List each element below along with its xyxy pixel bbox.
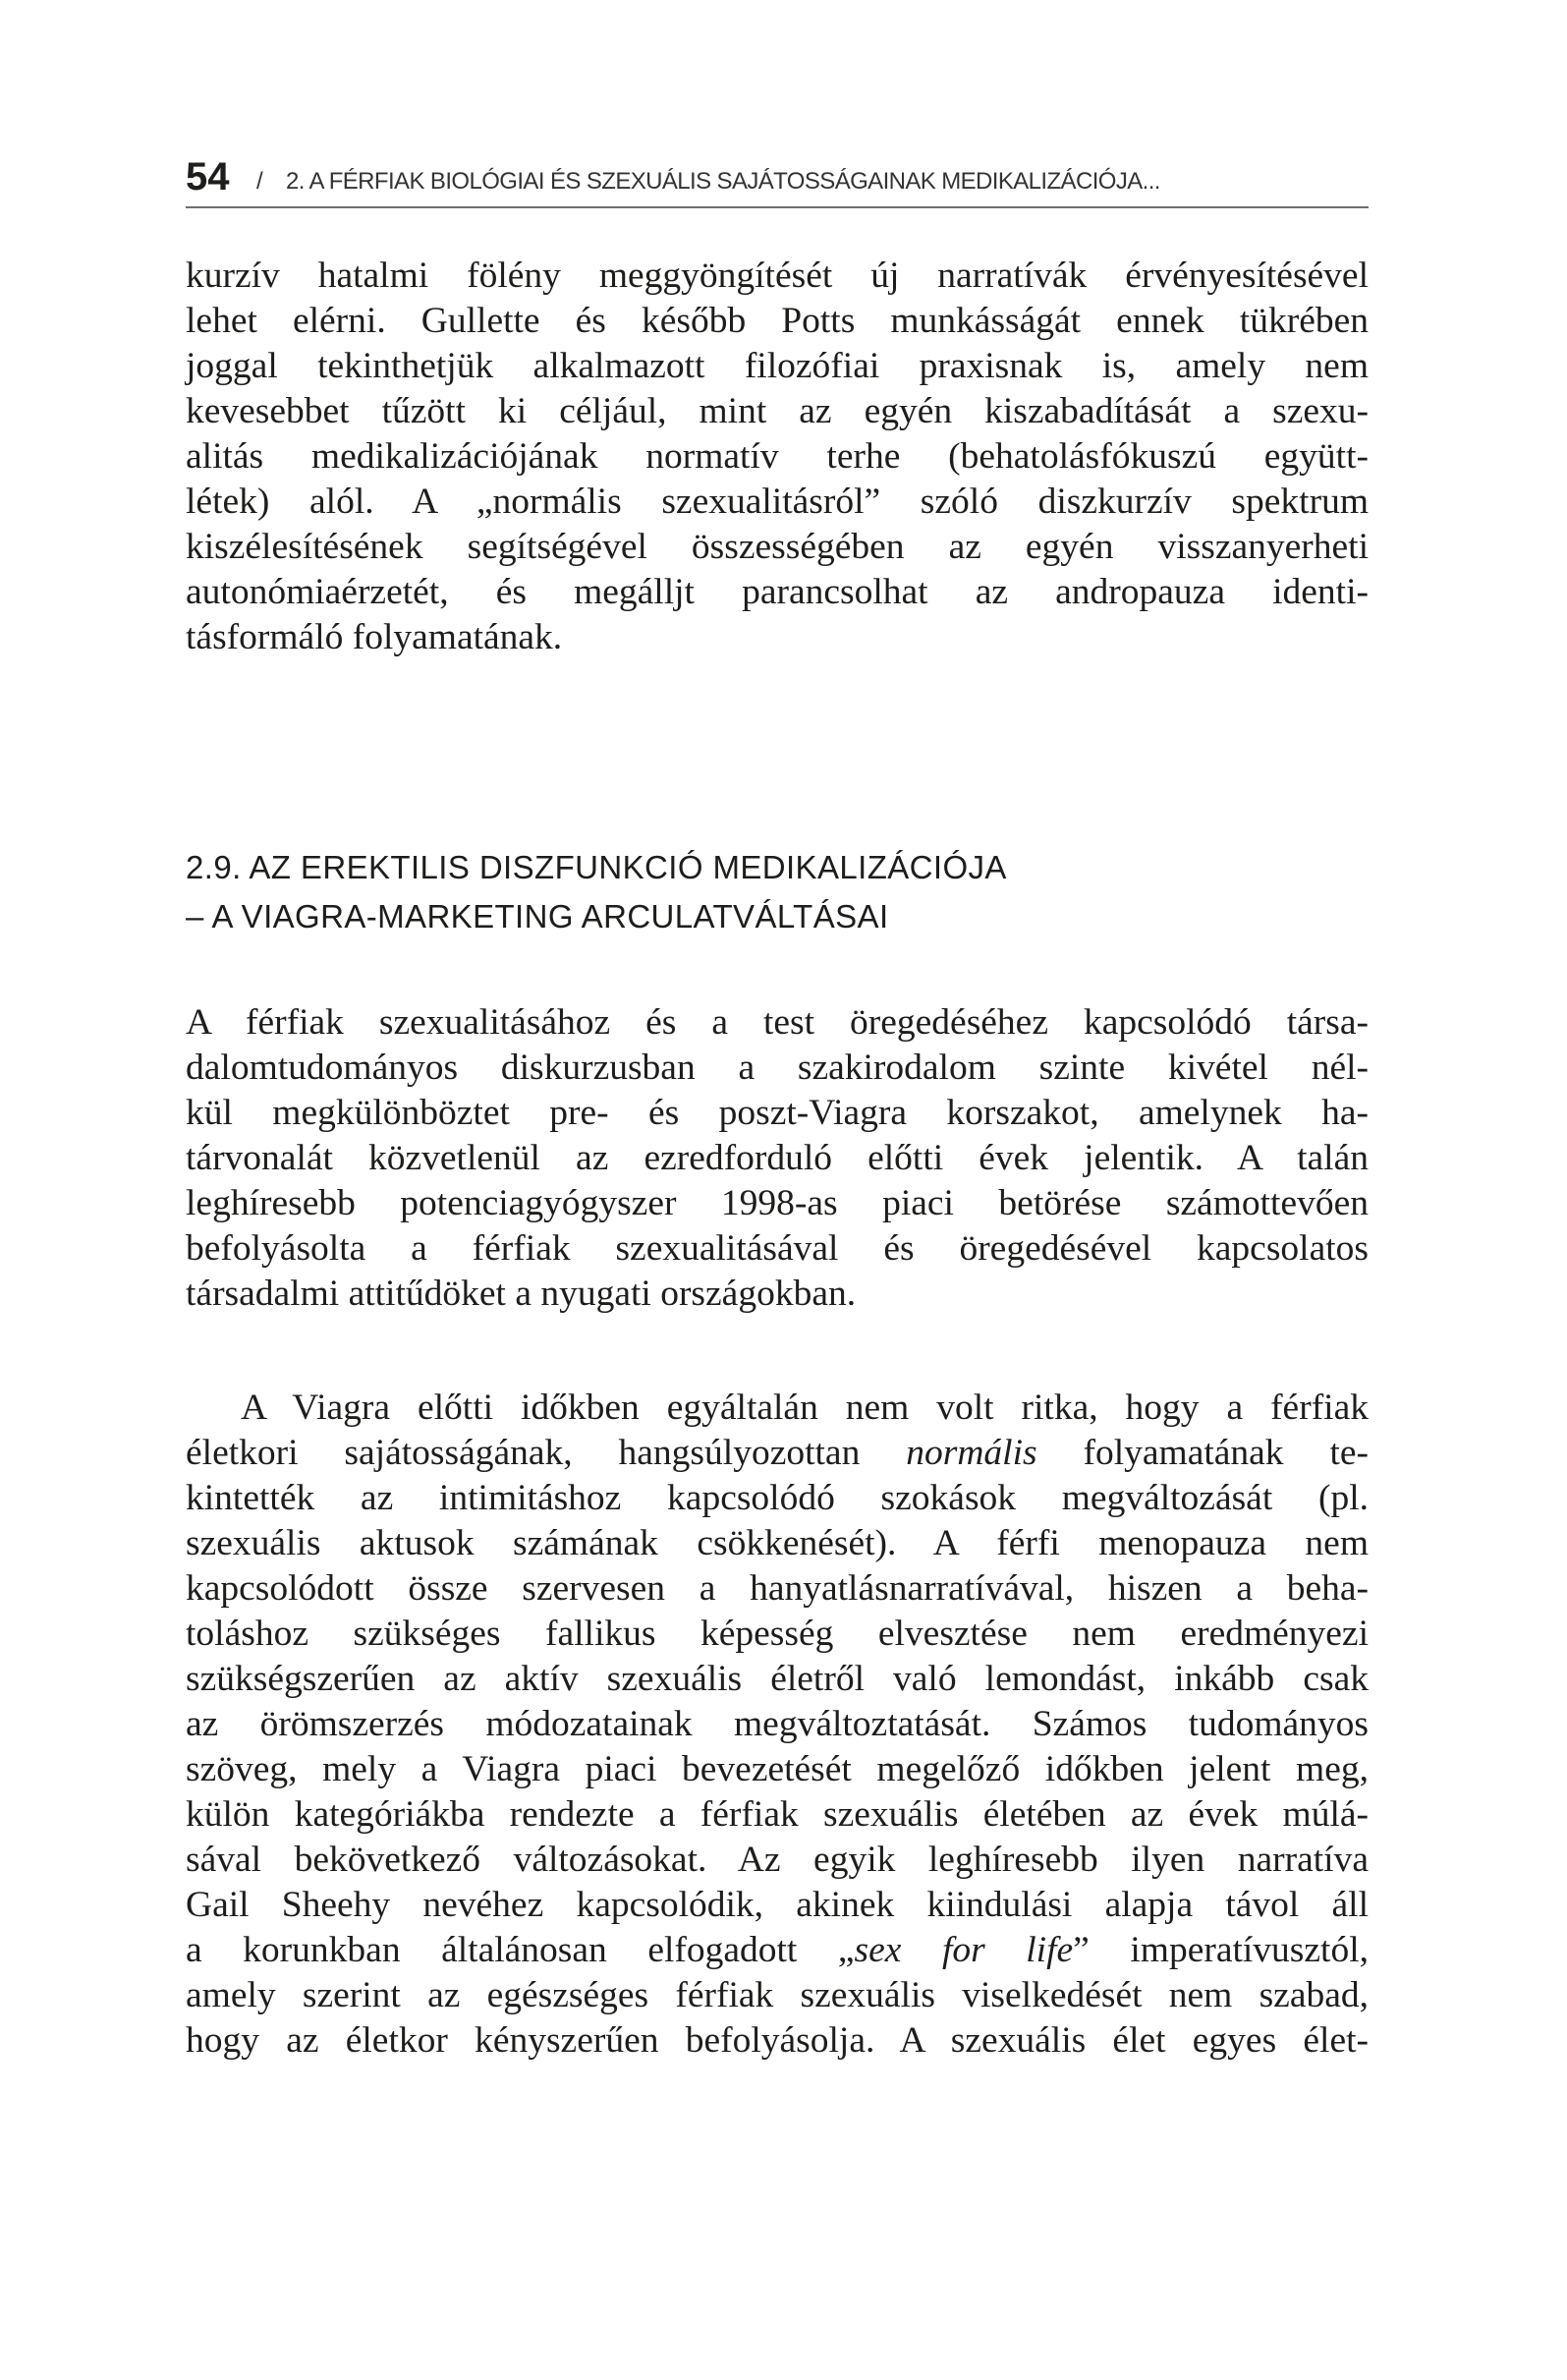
text-line-with-italic <box>186 1431 1369 1476</box>
text-line: tásformáló folyamatának. <box>186 617 563 657</box>
text-line: létek) alól. A „normális szexualitásról” szóló diszkurzív spektrum <box>186 482 1369 522</box>
italic-emphasis: sex for life <box>854 1930 1074 1970</box>
text-line: szöveg, mely a Viagra piaci bevezetését megelőző időkben jelent meg, <box>186 1749 1369 1789</box>
text-line: kül megkülönböztet pre- és poszt-Viagra korszakot, amelynek ha- <box>186 1093 1369 1133</box>
text-line: A férfiak szexualitásához és a test öregedéséhez kapcsolódó társa- <box>186 1002 1369 1043</box>
text-line: tárvonalát közvetlenül az ezredforduló előtti évek jelentik. A talán <box>186 1138 1369 1178</box>
text-line: A Viagra előtti időkben egyáltalán nem volt ritka, hogy a férfiak <box>241 1388 1369 1428</box>
text-line: toláshoz szükséges fallikus képesség elvesztése nem eredményezi <box>186 1614 1369 1654</box>
text-line: alitás medikalizációjának normatív terhe (behatolásfókuszú együtt- <box>186 436 1369 477</box>
header-separator: / <box>256 168 263 195</box>
paragraph-3 <box>186 1386 1369 2064</box>
text-line: lehet elérni. Gullette és később Potts munkásságát ennek tükrében <box>186 301 1369 341</box>
text-line: joggal tekinthetjük alkalmazott filozófiai praxisnak is, amely nem <box>186 346 1369 386</box>
text-line: szükségszerűen az aktív szexuális életről való lemondást, inkább csak <box>186 1659 1369 1699</box>
text-line: befolyásolta a férfiak szexualitásával és öregedésével kapcsolatos <box>186 1228 1369 1269</box>
text-line: szexuális aktusok számának csökkenését). A férfi menopauza nem <box>186 1523 1369 1563</box>
text-run: folyamatának te- <box>1036 1433 1370 1473</box>
text-line: leghíresebb potenciagyógyszer 1998-as piaci betörése számottevően <box>186 1183 1369 1223</box>
text-line: kapcsolódott össze szervesen a hanyatlásnarratívával, hiszen a beha- <box>186 1568 1369 1609</box>
text-line-with-italic <box>186 1928 1369 1973</box>
text-run: ” imperatívusztól, <box>1073 1930 1370 1970</box>
running-title: 2. A FÉRFIAK BIOLÓGIAI ÉS SZEXUÁLIS SAJÁTOSSÁGAINAK MEDIKALIZÁCIÓJA... <box>286 168 1160 195</box>
paragraph-2 <box>186 1000 1369 1317</box>
text-line: Gail Sheehy nevéhez kapcsolódik, akinek kiindulási alapja távol áll <box>186 1885 1369 1925</box>
text-line: dalomtudományos diskurzusban a szakirodalom szinte kivétel nél- <box>186 1048 1369 1088</box>
section-heading <box>186 843 1369 941</box>
text-line: kevesebbet tűzött ki céljául, mint az egyén kiszabadítását a szexu- <box>186 391 1369 431</box>
book-page <box>186 0 1369 2380</box>
text-run: életkori sajátosságának, hangsúlyozottan <box>186 1433 907 1473</box>
text-line: kiszélesítésének segítségével összességében az egyén visszanyerheti <box>186 527 1369 567</box>
text-line: az örömszerzés módozatainak megváltoztatását. Számos tudományos <box>186 1704 1369 1744</box>
section-heading-line-2: – A VIAGRA-MARKETING ARCULATVÁLTÁSAI <box>186 898 889 935</box>
text-line: kintették az intimitáshoz kapcsolódó szokások megváltozását (pl. <box>186 1478 1369 1518</box>
text-line: autonómiaérzetét, és megálljt parancsolhat az andropauza identi- <box>186 572 1369 612</box>
section-heading-line-1: 2.9. AZ EREKTILIS DISZFUNKCIÓ MEDIKALIZÁCIÓJA <box>186 849 1007 885</box>
text-run: a korunkban általánosan elfogadott „ <box>186 1930 855 1970</box>
text-line: amely szerint az egészséges férfiak szexuális viselkedését nem szabad, <box>186 1975 1369 2015</box>
text-line: kurzív hatalmi fölény meggyöngítését új narratívák érvényesítésével <box>186 255 1369 296</box>
text-line: társadalmi attitűdöket a nyugati országokban. <box>186 1274 857 1314</box>
text-line: külön kategóriákba rendezte a férfiak szexuális életében az évek múlá- <box>186 1794 1369 1835</box>
italic-emphasis: normális <box>906 1433 1037 1473</box>
running-header <box>186 147 1369 208</box>
page-number: 54 <box>186 155 230 198</box>
text-line: sával bekövetkező változásokat. Az egyik leghíresebb ilyen narratíva <box>186 1840 1369 1880</box>
paragraph-1 <box>186 254 1369 660</box>
text-line: hogy az életkor kényszerűen befolyásolja. A szexuális élet egyes élet- <box>186 2020 1369 2061</box>
